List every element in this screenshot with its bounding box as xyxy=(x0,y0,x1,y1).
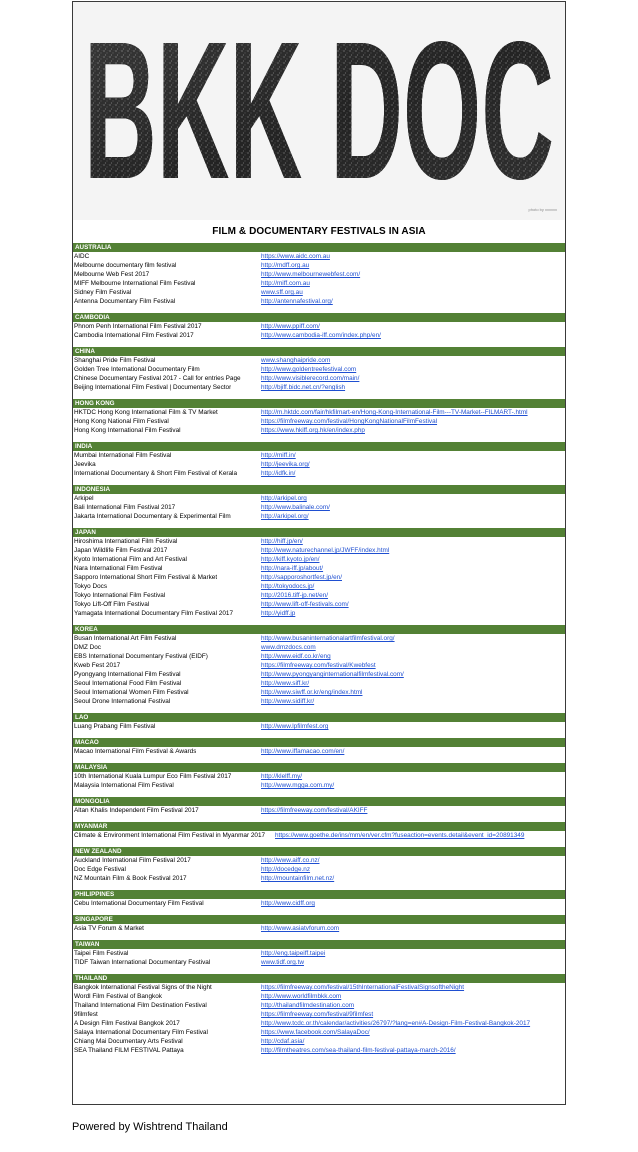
festival-link[interactable]: http://www.siwff.or.kr/eng/index.html xyxy=(261,689,363,696)
section-gap xyxy=(73,706,565,713)
festival-name: Seoul Drone International Festival xyxy=(74,698,171,705)
festival-row xyxy=(73,1019,565,1028)
festival-row xyxy=(73,365,565,374)
festival-name: Seoul International Food Film Festival xyxy=(74,680,182,687)
festival-row xyxy=(73,469,565,478)
festival-link[interactable]: www.sff.org.au xyxy=(261,289,303,296)
festival-link[interactable]: http://www.melbournewebfest.com/ xyxy=(261,271,361,278)
festival-name: AIDC xyxy=(74,253,90,260)
festival-row xyxy=(73,688,565,697)
section-header-cambodia: CAMBODIA xyxy=(73,313,565,322)
festival-name: Chiang Mai Documentary Arts Festival xyxy=(74,1038,183,1045)
festival-name: Hong Kong National Film Festival xyxy=(74,418,169,425)
festival-link[interactable]: http://www.eidf.co.kr/eng xyxy=(261,653,331,660)
section-header-china: CHINA xyxy=(73,347,565,356)
festival-name: Bali International Film Festival 2017 xyxy=(74,504,176,511)
festival-link[interactable]: www.tidf.org.tw xyxy=(261,959,304,966)
festival-row xyxy=(73,356,565,365)
festival-name: Japan Wildlife Film Festival 2017 xyxy=(74,547,168,554)
festival-link[interactable]: http://www.tcdc.or.th/calendar/activities/26797/?lang=en#A-Design-Film-Festival-Bangkok-2017 xyxy=(261,1020,531,1027)
festival-link[interactable]: http://www.cidff.org xyxy=(261,900,315,907)
festival-name: Nara International Film Festival xyxy=(74,565,163,572)
section-gap xyxy=(73,340,565,347)
festival-row xyxy=(73,591,565,600)
festival-row xyxy=(73,874,565,883)
festival-name: Shanghai Pride Film Festival xyxy=(74,357,156,364)
festival-name: Chinese Documentary Festival 2017 - Call for entries Page xyxy=(74,375,241,382)
festival-row xyxy=(73,564,565,573)
banner-credit: photo by xxxxxx xyxy=(528,207,557,212)
festival-link[interactable]: https://www.aidc.com.au xyxy=(261,253,330,260)
festival-row xyxy=(73,408,565,417)
festival-name: Climate & Environment International Film Festival in Myanmar 2017 xyxy=(74,832,266,839)
section-header-thailand: THAILAND xyxy=(73,974,565,983)
section-header-malaysia: MALAYSIA xyxy=(73,763,565,772)
festival-name: Salaya International Documentary Film Festival xyxy=(74,1029,208,1036)
festival-name: Sapporo International Short Film Festival & Market xyxy=(74,574,218,581)
festival-row xyxy=(73,643,565,652)
festival-name: Taipei Film Festival xyxy=(74,950,129,957)
festival-row xyxy=(73,831,565,840)
festival-row xyxy=(73,1037,565,1046)
festival-link[interactable]: http://cdaf.asia/ xyxy=(261,1038,305,1045)
festival-link[interactable]: http://miff.com.au xyxy=(261,280,310,287)
festival-name: Altan Khalis Independent Film Festival 2017 xyxy=(74,807,199,814)
festival-link[interactable]: http://arkipel.org/ xyxy=(261,513,309,520)
section-header-myanmar: MYANMAR xyxy=(73,822,565,831)
festival-row xyxy=(73,383,565,392)
festival-link[interactable]: http://www.worldfilmbkk.com xyxy=(261,993,342,1000)
festival-row xyxy=(73,573,565,582)
festival-name: Asia TV Forum & Market xyxy=(74,925,144,932)
festival-name: Yamagata International Documentary Film Festival 2017 xyxy=(74,610,234,617)
section-header-singapore: SINGAPORE xyxy=(73,915,565,924)
festival-row xyxy=(73,747,565,756)
festival-name: MIFF Melbourne International Film Festival xyxy=(74,280,196,287)
festival-name: Phnom Penh International Film Festival 2017 xyxy=(74,323,202,330)
festival-link[interactable]: http://nara-iff.jp/about/ xyxy=(261,565,324,572)
festival-name: EBS International Documentary Festival (EIDF) xyxy=(74,653,208,660)
section-gap xyxy=(73,435,565,442)
festival-link[interactable]: http://mountainfilm.net.nz/ xyxy=(261,875,335,882)
festival-link[interactable]: http://jeevika.org/ xyxy=(261,461,310,468)
festival-name: HKTDC Hong Kong International Film & TV Market xyxy=(74,409,218,416)
festival-link[interactable]: http://tokyodocs.jp/ xyxy=(261,583,315,590)
festival-link[interactable]: http://idfk.in/ xyxy=(261,470,296,477)
section-gap xyxy=(73,840,565,847)
festival-row xyxy=(73,856,565,865)
section-gap xyxy=(73,883,565,890)
festival-link[interactable]: http://www.sidiff.kr/ xyxy=(261,698,315,705)
festival-link[interactable]: http://www.aiff.co.nz/ xyxy=(261,857,320,864)
festival-link[interactable]: https://filmfreeway.com/festival/Kwebfest xyxy=(261,662,376,669)
festival-link[interactable]: https://filmfreeway.com/festival/AKIFF xyxy=(261,807,368,814)
festival-link[interactable]: http://www.lift-off-festivals.com/ xyxy=(261,601,349,608)
festival-name: Luang Prabang Film Festival xyxy=(74,723,156,730)
festival-row xyxy=(73,331,565,340)
festival-link[interactable]: http://bjiff.bidc.net.cn/?english xyxy=(261,384,346,391)
festival-row xyxy=(73,279,565,288)
festival-link[interactable]: http://www.pyongyanginternationalfilmfestival.com/ xyxy=(261,671,404,678)
festival-name: Auckland International Film Festival 2017 xyxy=(74,857,191,864)
festival-list xyxy=(73,243,565,1055)
festival-row xyxy=(73,537,565,546)
festival-link[interactable]: http://www.asiatvforum.com xyxy=(261,925,340,932)
section-gap xyxy=(73,618,565,625)
festival-link[interactable]: http://filmtheatres.com/sea-thailand-film-festival-pattaya-march-2016/ xyxy=(261,1047,456,1054)
section-header-indonesia: INDONESIA xyxy=(73,485,565,494)
festival-link[interactable]: http://www.balinale.com/ xyxy=(261,504,330,511)
festival-row xyxy=(73,417,565,426)
festival-name: Antenna Documentary Film Festival xyxy=(74,298,176,305)
festival-link[interactable]: http://antennafestival.org/ xyxy=(261,298,333,305)
festival-link[interactable]: https://www.facebook.com/SalayaDoc/ xyxy=(261,1029,370,1036)
section-header-india: INDIA xyxy=(73,442,565,451)
festival-row xyxy=(73,865,565,874)
section-header-macao: MACAO xyxy=(73,738,565,747)
festival-name: Malaysia International Film Festival xyxy=(74,782,174,789)
festival-name: Bangkok International Festival Signs of the Night xyxy=(74,984,212,991)
festival-link[interactable]: http://www.busaninternationalartfilmfestival.org/ xyxy=(261,635,395,642)
festival-name: Doc Edge Festival xyxy=(74,866,126,873)
festival-row xyxy=(73,451,565,460)
festival-link[interactable]: http://klelff.my/ xyxy=(261,773,303,780)
festival-name: Cambodia International Film Festival 2017 xyxy=(74,332,194,339)
festival-row xyxy=(73,582,565,591)
festival-name: Wordl Film Festival of Bangkok xyxy=(74,993,162,1000)
festival-row xyxy=(73,1001,565,1010)
festival-row xyxy=(73,494,565,503)
festival-row xyxy=(73,679,565,688)
bkk-doc-logo xyxy=(73,2,565,220)
festival-link[interactable]: http://sapporoshortfest.jp/en/ xyxy=(261,574,342,581)
festival-name: Thailand International Film Destination Festival xyxy=(74,1002,207,1009)
festival-row xyxy=(73,670,565,679)
festival-row xyxy=(73,781,565,790)
section-header-new-zealand: NEW ZEALAND xyxy=(73,847,565,856)
festival-name: Tokyo Lift-Off Film Festival xyxy=(74,601,150,608)
section-gap xyxy=(73,306,565,313)
festival-name: 9filmfest xyxy=(74,1011,98,1018)
festival-link[interactable]: https://filmfreeway.com/festival/HongKongNationalFilmFestival xyxy=(261,418,438,425)
footer-credit: Powered by Wishtrend Thailand xyxy=(72,1121,228,1133)
bkk-doc-banner xyxy=(73,2,565,220)
festival-link[interactable]: http://www.goldentreefestival.com xyxy=(261,366,357,373)
festival-row xyxy=(73,609,565,618)
festival-row xyxy=(73,322,565,331)
festival-link[interactable]: http://thailandfilmdestination.com xyxy=(261,1002,355,1009)
festival-name: Hiroshima International Film Festival xyxy=(74,538,178,545)
festival-name: Kweb Fest 2017 xyxy=(74,662,121,669)
festival-row xyxy=(73,261,565,270)
festival-row xyxy=(73,661,565,670)
festival-row xyxy=(73,652,565,661)
section-header-korea: KOREA xyxy=(73,625,565,634)
festival-name: Arkipel xyxy=(74,495,94,502)
festival-row xyxy=(73,983,565,992)
festival-name: NZ Mountain Film & Book Festival 2017 xyxy=(74,875,187,882)
festival-name: TIDF Taiwan International Documentary Festival xyxy=(74,959,211,966)
festival-link[interactable]: http://arkipel.org xyxy=(261,495,307,502)
festival-name: Busan International Art Film Festival xyxy=(74,635,177,642)
festival-row xyxy=(73,252,565,261)
festival-row xyxy=(73,634,565,643)
festival-name: Hong Kong International Film Festival xyxy=(74,427,181,434)
festival-row xyxy=(73,512,565,521)
festival-link[interactable]: http://www.iffamacao.com/en/ xyxy=(261,748,345,755)
festival-name: Tokyo International Film Festival xyxy=(74,592,166,599)
festival-row xyxy=(73,297,565,306)
festival-row xyxy=(73,503,565,512)
festival-name: Golden Tree International Documentary Film xyxy=(74,366,200,373)
section-gap xyxy=(73,478,565,485)
festival-row xyxy=(73,460,565,469)
festival-row xyxy=(73,1010,565,1019)
festival-row xyxy=(73,958,565,967)
festival-link[interactable]: http://www.cambodia-iff.com/index.php/en/ xyxy=(261,332,381,339)
section-header-australia: AUSTRALIA xyxy=(73,243,565,252)
festival-link[interactable]: http://www.visiblerecord.com/main/ xyxy=(261,375,360,382)
festival-link[interactable]: https://www.hkiff.org.hk/en/index.php xyxy=(261,427,365,434)
festival-name: Mumbai International Film Festival xyxy=(74,452,172,459)
section-header-mongolia: MONGOLIA xyxy=(73,797,565,806)
festival-row xyxy=(73,992,565,1001)
festival-name: Macao International Film Festival & Awards xyxy=(74,748,197,755)
festival-row xyxy=(73,899,565,908)
festival-link[interactable]: http://www.siff.kr/ xyxy=(261,680,310,687)
festival-link[interactable]: https://www.goethe.de/ins/mm/en/ver.cfm?fuseaction=events.detail&event_id=20891349 xyxy=(275,832,525,839)
festival-name: Seoul International Women Film Festival xyxy=(74,689,189,696)
section-header-hong-kong: HONG KONG xyxy=(73,399,565,408)
section-gap xyxy=(73,392,565,399)
festival-row xyxy=(73,288,565,297)
festival-row xyxy=(73,924,565,933)
festival-row xyxy=(73,426,565,435)
festival-name: 10th International Kuala Lumpur Eco Film Festival 2017 xyxy=(74,773,232,780)
festival-link[interactable]: http://2016.tiff-jp.net/en/ xyxy=(261,592,329,599)
festival-link[interactable]: http://www.ppiff.com/ xyxy=(261,323,320,330)
festival-link[interactable]: http://www.naturechannel.jp/JWFF/index.html xyxy=(261,547,390,554)
festival-link[interactable]: http://m.hktdc.com/fair/hkfilmart-en/Hong-Kong-International-Film---TV-Market--FILMART-.html xyxy=(261,409,528,416)
festival-row xyxy=(73,1028,565,1037)
festival-link[interactable]: https://filmfreeway.com/festival/15thInternationalFestivalSignsoftheNight xyxy=(261,984,465,991)
festival-row xyxy=(73,555,565,564)
festival-row xyxy=(73,1046,565,1055)
festival-row xyxy=(73,270,565,279)
festival-link[interactable]: http://www.lpfilmfest.org xyxy=(261,723,329,730)
festival-link[interactable]: http://miff.in/ xyxy=(261,452,296,459)
festival-row xyxy=(73,374,565,383)
festival-name: International Documentary & Short Film Festival of Kerala xyxy=(74,470,238,477)
document-page xyxy=(72,1,566,1105)
festival-row xyxy=(73,697,565,706)
festival-name: Tokyo Docs xyxy=(74,583,108,590)
section-header-japan: JAPAN xyxy=(73,528,565,537)
section-gap xyxy=(73,521,565,528)
section-header-taiwan: TAIWAN xyxy=(73,940,565,949)
festival-link[interactable]: https://filmfreeway.com/festival/9filmfest xyxy=(261,1011,374,1018)
festival-name: Jeevika xyxy=(74,461,96,468)
festival-link[interactable]: http://hiff.jp/en/ xyxy=(261,538,303,545)
festival-row xyxy=(73,806,565,815)
festival-row xyxy=(73,600,565,609)
festival-row xyxy=(73,949,565,958)
festival-name: A Design Film Festival Bangkok 2017 xyxy=(74,1020,180,1027)
festival-name: Beijing International Film Festival | Documentary Sector xyxy=(74,384,232,391)
section-gap xyxy=(73,933,565,940)
festival-name: Cebu International Documentary Film Festival xyxy=(74,900,204,907)
festival-link[interactable]: www.dmzdocs.com xyxy=(261,644,316,651)
festival-link[interactable]: http://yidff.jp xyxy=(261,610,296,617)
festival-name: Melbourne Web Fest 2017 xyxy=(74,271,150,278)
section-gap xyxy=(73,756,565,763)
page-title: FILM & DOCUMENTARY FESTIVALS IN ASIA xyxy=(212,226,426,237)
festival-row xyxy=(73,546,565,555)
section-header-lao: LAO xyxy=(73,713,565,722)
festival-link[interactable]: http://eng.taipeiff.taipei xyxy=(261,950,326,957)
section-gap xyxy=(73,967,565,974)
festival-link[interactable]: http://mdff.org.au xyxy=(261,262,310,269)
section-gap xyxy=(73,815,565,822)
festival-name: DMZ Doc xyxy=(74,644,101,651)
festival-row xyxy=(73,722,565,731)
festival-name: SEA Thailand FILM FESTIVAL Pattaya xyxy=(74,1047,184,1054)
festival-name: Jakarta International Documentary & Experimental Film xyxy=(74,513,231,520)
festival-name: Melbourne documentary film festival xyxy=(74,262,177,269)
festival-name: Sidney Film Festival xyxy=(74,289,132,296)
festival-link[interactable]: http://www.mgga.com.my/ xyxy=(261,782,335,789)
festival-link[interactable]: http://kiff.kyoto.jp/en/ xyxy=(261,556,320,563)
festival-link[interactable]: http://docedge.nz xyxy=(261,866,311,873)
section-gap xyxy=(73,731,565,738)
festival-link[interactable]: www.shanghaipride.com xyxy=(261,357,331,364)
section-header-philippines: PHILIPPINES xyxy=(73,890,565,899)
festival-row xyxy=(73,772,565,781)
festival-name: Pyongyang International Film Festival xyxy=(74,671,181,678)
section-gap xyxy=(73,908,565,915)
section-gap xyxy=(73,790,565,797)
festival-name: Kyoto International Film and Art Festival xyxy=(74,556,187,563)
